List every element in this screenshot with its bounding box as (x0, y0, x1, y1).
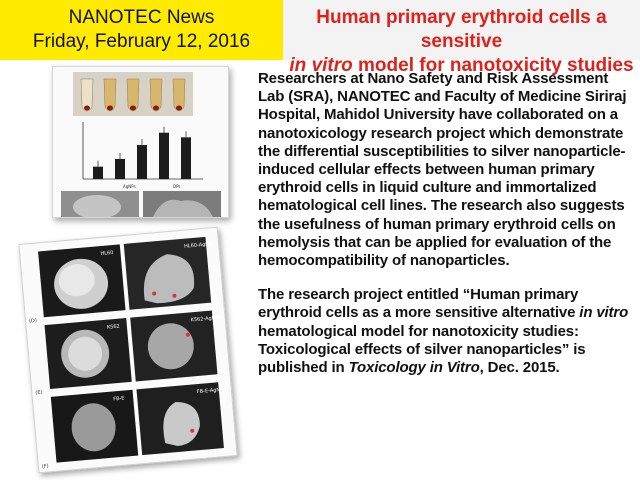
chart-bar (181, 137, 191, 179)
tube-pellet (153, 106, 159, 111)
headline-line1: Human primary erythroid cells a sensitive (316, 7, 607, 52)
row-marker-e: (E) (35, 389, 43, 397)
panel-label-fbe-agnps: FB-E-AgNPs (196, 386, 226, 396)
headline-italic: in vitro (289, 55, 353, 76)
panel-label-hl60: HL60 (100, 249, 114, 258)
panel-label-k562: K562 (106, 323, 121, 331)
figure-sem-panel (18, 227, 237, 474)
p2-text-2: hematological model for nanotoxicity studies: Toxicological effects of silver nanoparticles” is published in (258, 322, 586, 377)
chart-x-caption-b: DPs (173, 184, 181, 189)
tube-pellet (107, 106, 113, 111)
row-marker-f: (F) (41, 463, 49, 470)
chart-bar (115, 159, 125, 179)
panel-label-k562-agnps: K562-AgNPs (190, 314, 222, 324)
panel-label-hl60-agnps: HL60-AgNPs (183, 241, 215, 250)
tube-pellet (130, 106, 136, 111)
article-body (258, 70, 632, 377)
headline-rest: model for nanotoxicity studies (352, 55, 634, 76)
tube-pellet (176, 106, 182, 111)
p2-italic-1: in vitro (579, 304, 629, 322)
p2-journal-name: Toxicology in Vitro (348, 359, 480, 377)
row-marker-d: (D) (28, 317, 38, 325)
p2-text-3: , Dec. 2015. (479, 359, 560, 377)
panel-label-fbe: FB-E (112, 395, 125, 403)
chart-x-caption-a: AgNPs (123, 184, 136, 189)
bars-group (93, 127, 191, 179)
figure-sem-graphic (19, 228, 236, 472)
chart-bar (93, 167, 103, 179)
tube-pellet (84, 106, 90, 111)
chart-bar (137, 145, 147, 179)
p2-text-1: The research project entitled “Human primary erythroid cells as a more sensitive alternative (258, 286, 580, 322)
figure-hemolysis-graphic (53, 67, 228, 217)
article-paragraph-1: Researchers at Nano Safety and Risk Assessment Lab (SRA), NANOTEC and Faculty of Medicine Siriraj Hospital, Mahidol University have collaborated on a nanotoxicology research project which demonstrate the differential susceptibilities to silver nanoparticle-induced cellular effects between human primary erythroid cells in liquid culture and immortalized hematological cell lines. The research also suggests the usefulness of human primary erythroid cells on hemolysis that can be applied for evaluation of the hemocompatibility of nanoparticles. (258, 70, 627, 270)
masthead (0, 0, 283, 60)
article-paragraph-2 (258, 286, 632, 377)
chart-bar (159, 133, 169, 179)
headline (283, 0, 640, 76)
news-title: NANOTEC News (68, 7, 215, 28)
figure-hemolysis-panel (52, 66, 229, 218)
news-date: Friday, February 12, 2016 (32, 31, 251, 52)
